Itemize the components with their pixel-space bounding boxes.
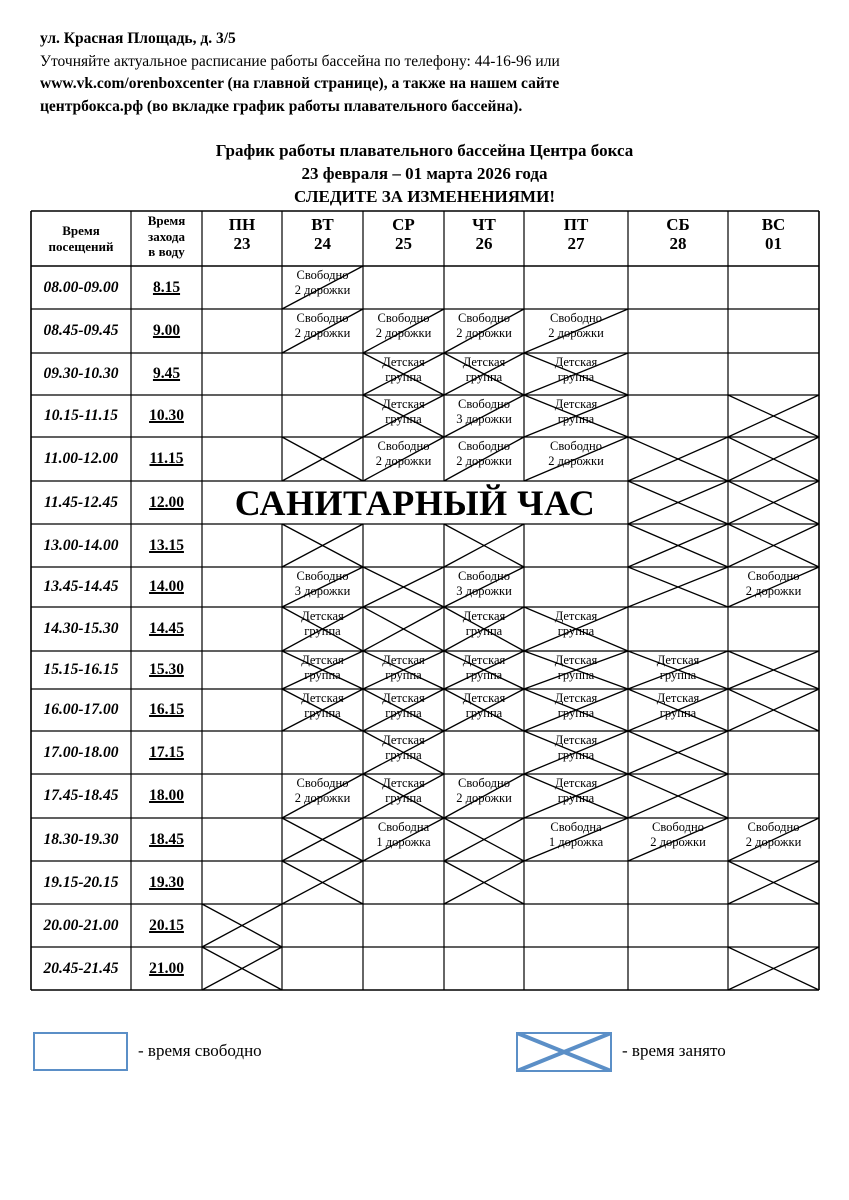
header-day-0 [202,211,282,256]
legend-busy-swatch [516,1032,612,1072]
slot-slash: Свободно 3 дорожки [456,397,512,426]
slot-slash: Свободно 2 дорожки [548,311,604,340]
visit-time: 09.30-10.30 [43,365,119,382]
day-date: 27 [567,233,585,253]
day-name: ЧТ [472,214,496,234]
day-date: 01 [765,233,782,253]
slot-busy: Детская группа [382,733,425,762]
slot-busy: Детская группа [301,691,344,720]
slot-slash: Свободно 2 дорожки [456,776,512,805]
slot-rslash: Свободно 2 дорожки [745,569,802,598]
slot-busy: Детская группа [554,733,598,762]
entry-time: 13.15 [149,536,184,554]
schedule-dates: 23 февраля – 01 марта 2026 года [301,164,548,183]
entry-time: 14.00 [149,578,184,595]
day-name: ВС [761,214,786,234]
day-date: 25 [395,233,412,253]
slot-busy: Детская группа [382,355,425,384]
address: ул. Красная Площадь, д. 3/5 [40,30,236,47]
slot-busy: Детская группа [301,653,344,682]
slot-slash: Свободно 2 дорожки [294,311,351,340]
visit-time: 08.45-09.45 [43,322,119,339]
day-date: 23 [233,233,251,253]
visit-time: 19.15-20.15 [43,873,119,891]
slot-busy: Детская группа [382,653,425,682]
slot-busy: Детская группа [554,691,598,720]
slot-slash: Свободно 2 дорожки [375,311,432,340]
day-date: 26 [475,233,493,253]
legend-busy-label: - время занято [622,1041,726,1060]
visit-time: 14.30-15.30 [43,620,119,637]
slot-slash: Свободна 1 дорожка [548,820,604,849]
entry-time: 9.00 [152,322,181,339]
visit-time: 11.00-12.00 [43,450,119,467]
slot-slash: Свободно 2 дорожки [650,820,706,849]
entry-time: 16.15 [149,701,184,718]
slot-slash: Свободно 2 дорожки [294,268,351,297]
sanitary-hour-banner: САНИТАРНЫЙ ЧАС [234,482,596,523]
slot-busy: Детская группа [554,355,598,384]
entry-time: 8.15 [152,278,181,296]
slot-slash: Свободно 2 дорожки [745,820,802,849]
visit-time: 20.00-21.00 [43,916,119,934]
visit-time: 11.45-12.45 [43,493,119,511]
entry-time: 18.00 [149,787,184,804]
intro-line-3: центрбокса.рф (во вкладке график работы плавательного бассейна). [40,97,523,115]
slot-busy: Детская группа [462,653,506,682]
slot-slash: Свободно 2 дорожки [375,439,432,468]
slot-rslash: Свободно 3 дорожки [456,569,512,598]
slot-busy: Детская группа [656,653,700,682]
slot-busy: Детская группа [462,609,506,638]
header-entry-time: Время захода в воду [147,213,186,260]
intro-line-2: www.vk.com/orenboxcenter (на главной странице), а также на нашем сайте [40,75,560,92]
slot-slash: Свободно 2 дорожки [548,439,604,468]
entry-time: 21.00 [149,959,184,977]
visit-time: 10.15-11.15 [43,407,119,424]
visit-time: 13.00-14.00 [43,536,119,554]
slot-slash: Свободно 2 дорожки [294,776,351,805]
header-day-2 [363,211,444,256]
slot-busy: Детская группа [554,653,598,682]
entry-time: 9.45 [152,365,181,382]
entry-time: 20.15 [149,916,184,934]
visit-time: 17.45-18.45 [43,787,119,804]
slot-rslash: Свободно 3 дорожки [294,569,351,598]
slot-rslash: Свободна 1 дорожка [376,820,431,849]
slot-busy: Детская группа [382,397,425,426]
header-visit-time: Время посещений [48,223,114,254]
visit-time: 08.00-09.00 [43,278,119,296]
entry-time: 15.30 [149,661,184,678]
schedule-title: График работы плавательного бассейна Центра бокса [215,141,634,160]
slot-busy: Детская группа [462,691,506,720]
day-date: 24 [314,233,331,253]
header-day-3 [444,211,524,256]
day-name: ПН [228,214,256,234]
day-name: СР [392,214,415,234]
visit-time: 20.45-21.45 [43,959,119,977]
visit-time: 18.30-19.30 [43,830,119,848]
schedule-warning: СЛЕДИТЕ ЗА ИЗМЕНЕНИЯМИ! [293,187,555,206]
intro-line-1: Уточняйте актуальное расписание работы бассейна по телефону: 44-16-96 или [40,52,560,70]
visit-time: 16.00-17.00 [43,701,119,718]
entry-time: 12.00 [149,493,184,511]
header-day-1 [282,211,363,256]
entry-time: 18.45 [149,830,184,848]
legend-free-swatch [33,1032,128,1071]
slot-busy: Детская группа [554,397,598,426]
entry-time: 19.30 [149,873,184,891]
entry-time: 17.15 [149,743,184,761]
legend-free-label: - время свободно [138,1041,262,1060]
slot-busy: Детская группа [656,691,700,720]
visit-time: 15.15-16.15 [43,661,119,678]
visit-time: 13.45-14.45 [43,578,119,595]
header-day-5 [628,211,728,256]
entry-time: 11.15 [149,450,184,467]
day-name: СБ [666,214,690,234]
slot-busy: Детская группа [462,355,506,384]
slot-busy: Детская группа [301,609,344,638]
day-date: 28 [669,233,687,253]
slot-busy: Детская группа [382,776,425,805]
header-day-4 [524,211,628,256]
day-name: ВТ [311,214,334,234]
entry-time: 14.45 [149,620,184,637]
entry-time: 10.30 [149,407,184,424]
slot-slash: Свободно 2 дорожки [456,439,512,468]
header-day-6 [728,211,819,256]
slot-slash: Свободно 2 дорожки [456,311,512,340]
day-name: ПТ [563,214,589,234]
slot-busy: Детская группа [554,609,598,638]
slot-busy: Детская группа [382,691,425,720]
visit-time: 17.00-18.00 [43,743,119,761]
slot-busy: Детская группа [554,776,598,805]
